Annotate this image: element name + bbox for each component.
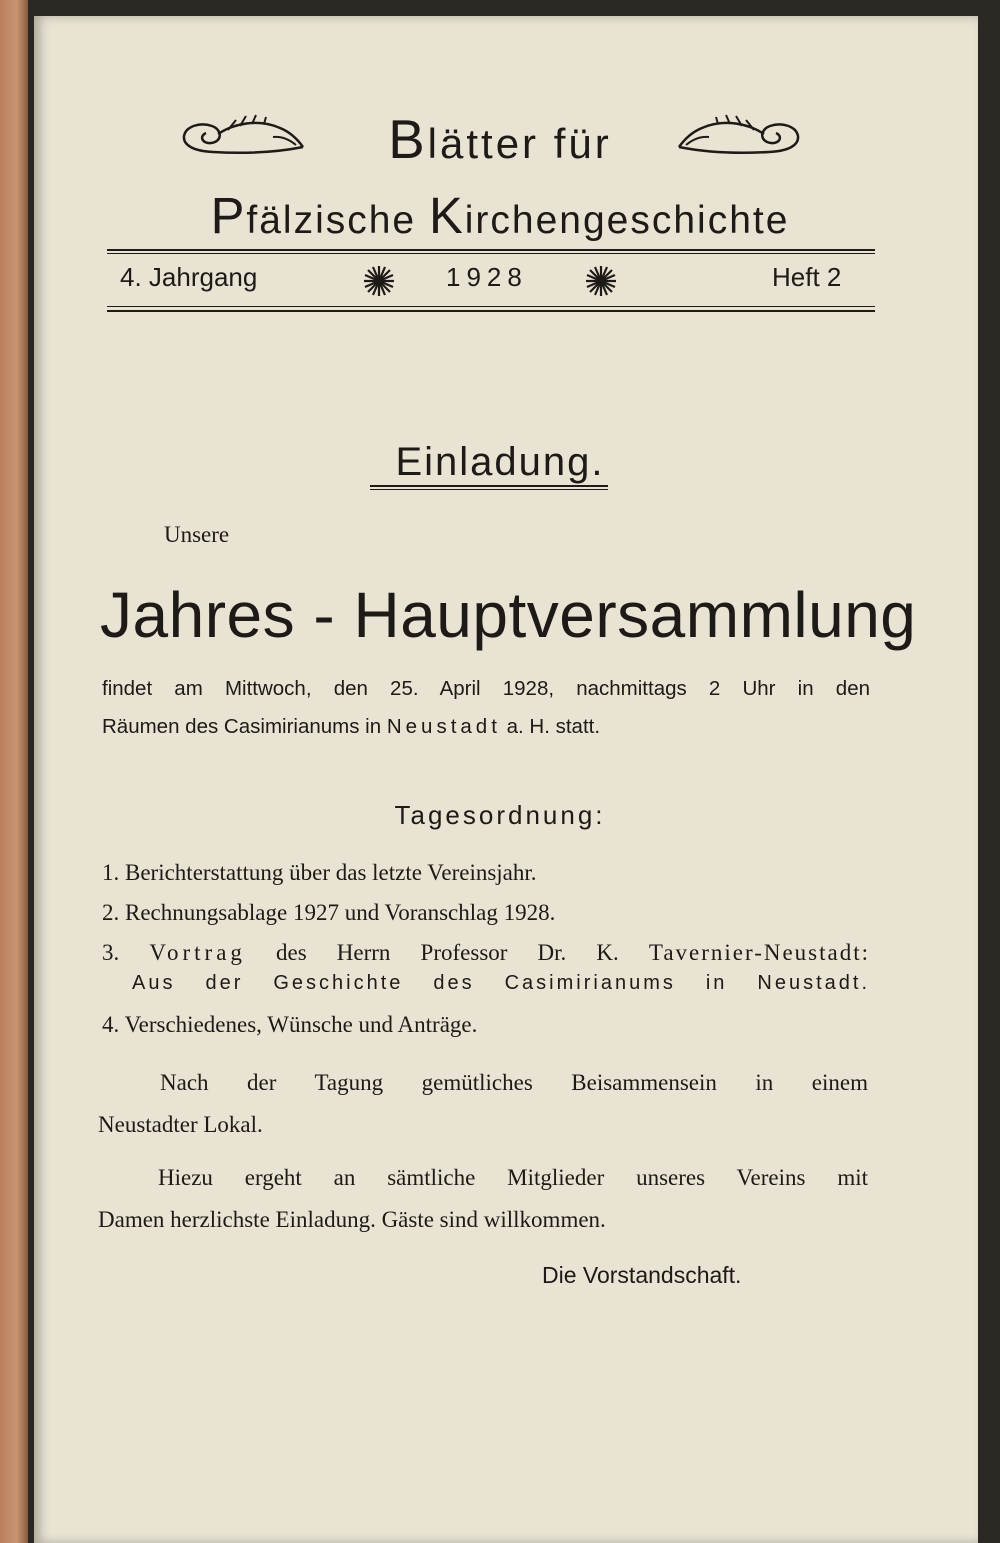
speaker-name: Tavernier-Neustadt:	[648, 940, 870, 965]
journal-title-line2	[0, 186, 1000, 245]
agenda-number: 2.	[102, 900, 120, 925]
header-rule-top-thin	[107, 253, 875, 254]
journal-title-line1	[0, 108, 1000, 171]
agenda-number: 4.	[102, 1012, 120, 1037]
title-initial: P	[210, 187, 247, 244]
agenda-item	[102, 940, 870, 966]
location-city: Neustadt	[386, 715, 501, 738]
agenda-heading: Tagesordnung:	[394, 800, 606, 830]
title-initial: K	[428, 187, 465, 244]
lecture-title: Aus der Geschichte des Casimirianums in Neustadt.	[132, 972, 870, 994]
star-ornament-icon	[362, 264, 396, 298]
heading-underline	[370, 485, 608, 487]
event-details-line1: findet am Mittwoch, den 25. April 1928, nachmittags 2 Uhr in den	[102, 677, 870, 700]
header-rule-bottom-thin	[107, 306, 875, 307]
signature: Die Vorstandschaft.	[542, 1262, 742, 1288]
agenda-number: 1.	[102, 860, 120, 885]
closing-para1-line1: Nach der Tagung gemütliches Beisammensein in einem	[160, 1070, 868, 1095]
title-initial-b: B	[388, 109, 428, 170]
event-details-line2	[102, 715, 600, 739]
closing-para1-line2: Neustadter Lokal.	[98, 1112, 263, 1137]
header-rule-top	[107, 249, 875, 251]
agenda-item	[102, 860, 537, 886]
issue-year: 1928	[446, 262, 528, 292]
agenda-text-spaced: Vortrag	[149, 940, 246, 965]
issue-number: Heft 2	[772, 262, 842, 292]
journal-page	[34, 16, 978, 1543]
closing-para2-line2: Damen herzlichste Einladung. Gäste sind willkommen.	[98, 1207, 606, 1232]
agenda-text: des Herrn Professor Dr. K.	[276, 940, 619, 965]
agenda-number: 3.	[102, 940, 120, 965]
star-ornament-icon	[584, 264, 618, 298]
closing-para2-line1: Hiezu ergeht an sämtliche Mitglieder unseres Vereins mit	[158, 1165, 868, 1190]
heading-underline-thin	[370, 489, 608, 490]
event-name: Jahres - Hauptversammlung	[100, 579, 917, 651]
invitation-heading: Einladung.	[395, 440, 605, 484]
header-rule-bottom	[107, 310, 875, 312]
volume-label: 4. Jahrgang	[120, 262, 258, 292]
agenda-item	[102, 900, 555, 926]
agenda-text: Verschiedenes, Wünsche und Anträge.	[124, 1012, 478, 1037]
agenda-item	[102, 1012, 477, 1038]
details-text-end: a. H. statt.	[506, 715, 601, 738]
agenda-text: Rechnungsablage 1927 und Voranschlag 1928.	[125, 900, 556, 925]
intro-word: Unsere	[164, 522, 230, 547]
agenda-text: Berichterstattung über das letzte Vereinsjahr.	[125, 860, 537, 885]
title-line2: Pfälzische Kirchengeschichte	[210, 187, 790, 244]
details-text: Räumen des Casimirianums in	[102, 715, 382, 738]
title-rest-1: lätter für	[427, 120, 612, 167]
